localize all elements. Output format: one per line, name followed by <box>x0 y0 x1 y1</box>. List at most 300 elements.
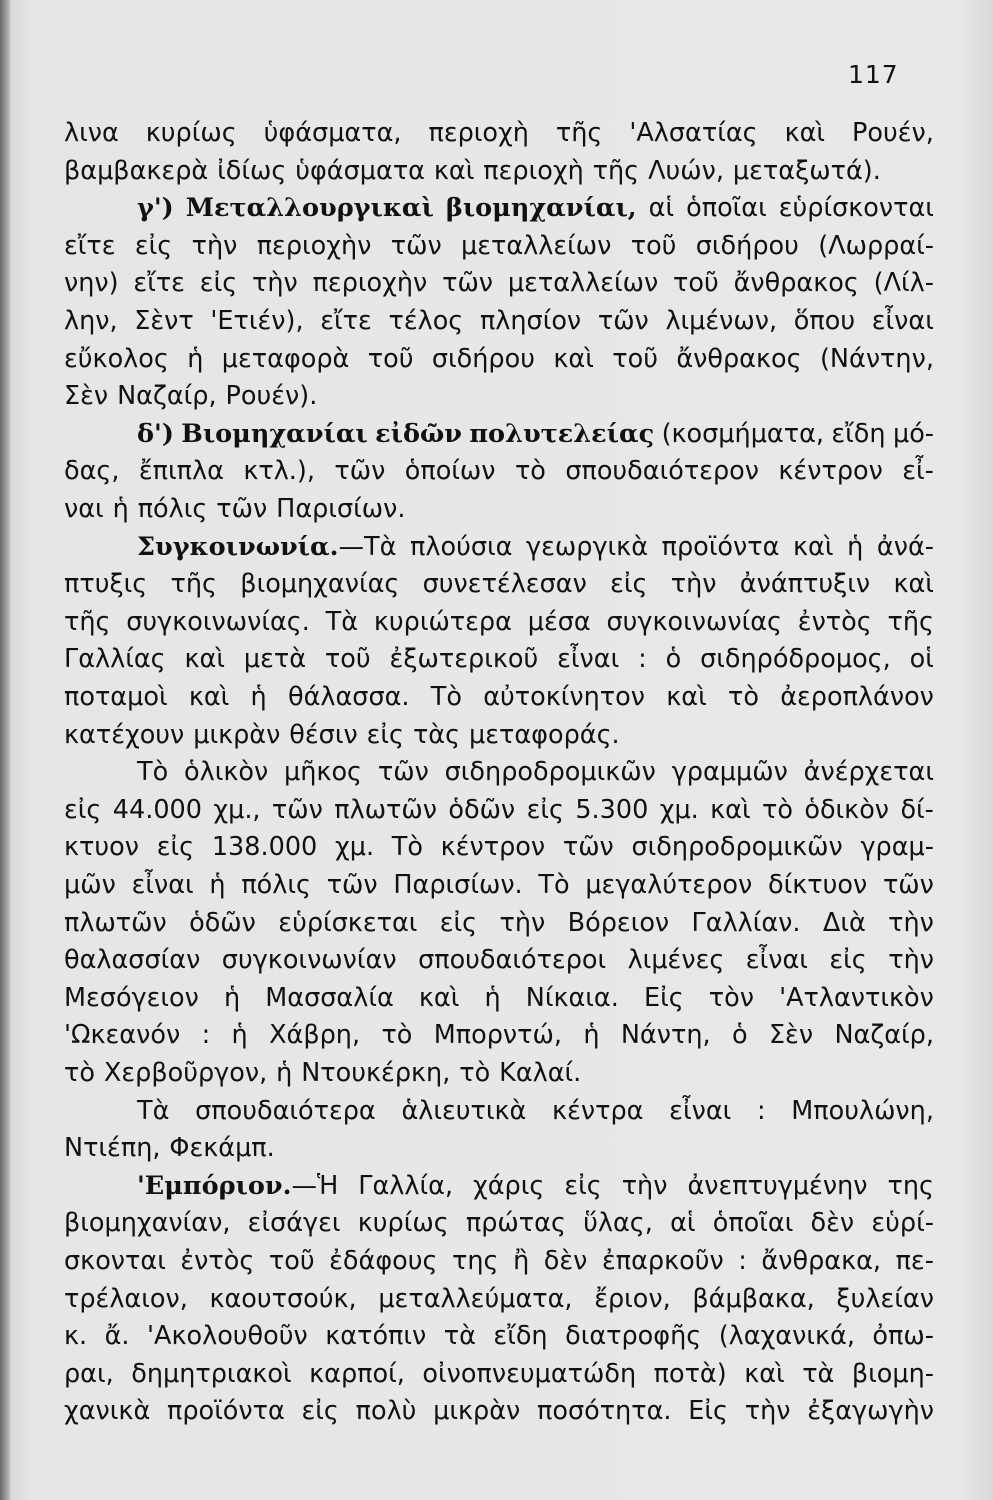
word: καὶ <box>666 682 707 712</box>
word: ὁ <box>665 644 682 675</box>
word: δημητριακοὶ <box>131 1358 292 1389</box>
word: τῶν <box>326 870 378 900</box>
word: σιδήρου <box>695 230 799 261</box>
text-line <box>64 832 934 862</box>
word: τὴν <box>744 1396 791 1427</box>
text-line <box>64 795 934 825</box>
word: Μπορντώ, <box>433 1020 562 1051</box>
text-line <box>64 569 934 599</box>
word: (Νάντην, <box>819 343 934 374</box>
word: εἰς <box>134 230 173 261</box>
word: ὁποίων <box>404 456 496 487</box>
word: χμ. <box>334 832 375 863</box>
word: ἡ <box>583 1020 600 1051</box>
word: τῆς <box>887 606 934 637</box>
word: ὁποῖαι <box>686 193 767 224</box>
word: ὁλικὸν <box>184 757 269 788</box>
word: ὀπω- <box>872 1321 934 1352</box>
word: βιομηχανίαι, <box>445 193 637 224</box>
text-line <box>64 118 934 148</box>
text-line <box>64 682 934 712</box>
word: θέσιν <box>289 719 358 750</box>
word: μικρὰν <box>193 719 281 750</box>
text-line <box>64 494 934 524</box>
word: τοῦ <box>630 230 677 261</box>
word: ἀνά- <box>876 531 934 562</box>
word: χμ. <box>659 794 699 825</box>
word: τὴν <box>621 1170 668 1201</box>
word: χανικὰ <box>64 1396 151 1427</box>
word: ἄνθρακος <box>733 268 859 299</box>
text-line <box>64 268 934 298</box>
word: μεταφοράς. <box>469 719 620 750</box>
word: ξυλείαν <box>836 1283 934 1314</box>
word: τῶν <box>271 794 323 825</box>
text-line <box>64 908 934 938</box>
word: της <box>887 1170 934 1201</box>
word: 44.000 <box>112 794 202 825</box>
text-line <box>64 1359 934 1389</box>
text-line <box>137 757 934 787</box>
word: αἱ <box>648 193 675 224</box>
word: ὕλας, <box>583 1208 653 1239</box>
word: τὸ <box>762 794 793 825</box>
word: μεταλλείων <box>461 230 612 261</box>
text-line <box>64 156 934 186</box>
word: ὁποῖαι <box>712 1208 794 1239</box>
word: Τὸ <box>430 682 462 712</box>
word: βιομηχανίας <box>240 569 400 600</box>
word: Γαλλίαν. <box>691 907 801 938</box>
word: ραι, <box>64 1358 114 1389</box>
text-line <box>137 193 934 223</box>
word: : <box>738 1246 747 1276</box>
word: βαμβακερὰ <box>64 155 209 186</box>
word: ἄνθρακα, <box>761 1246 882 1276</box>
word: Χερβοῦργον, <box>103 1058 268 1088</box>
word: κέντρον <box>778 456 883 487</box>
word: κατέχουν <box>64 719 185 750</box>
word: γεωργικὰ <box>526 531 649 562</box>
word: κυριώτερα <box>373 606 512 637</box>
word: ἐξωτερικοῦ <box>389 644 539 675</box>
word: ἐπαρκοῦν <box>601 1246 724 1276</box>
word: (Λωρραί- <box>818 230 934 261</box>
word: δας, <box>64 456 120 487</box>
word: μεταξωτά). <box>732 155 881 186</box>
word: σκονται <box>64 1246 166 1276</box>
word: ἔπιπλα <box>138 456 224 487</box>
word: οἱ <box>909 644 934 675</box>
text-line <box>64 644 934 674</box>
word: καουτσούκ, <box>209 1283 357 1314</box>
word: εἶναι <box>669 1095 732 1126</box>
word: Νίκαια. <box>525 982 619 1013</box>
word: κυρίως <box>357 1208 449 1239</box>
word: ἡ <box>276 1058 293 1088</box>
word: Διὰ <box>822 907 866 938</box>
word: καρποί, <box>309 1358 405 1389</box>
word: γ') <box>137 193 174 224</box>
word: ἢ <box>513 1246 530 1276</box>
word: πλησίον <box>479 306 582 336</box>
word: μῆκος <box>284 757 363 788</box>
word: εἴδη <box>493 1321 548 1352</box>
word: Βόρειον <box>567 907 670 938</box>
word: γραμμῶν <box>671 757 788 788</box>
text-line <box>64 870 934 900</box>
word: κέντρον <box>440 832 546 863</box>
word: μεταλλείων <box>507 268 659 299</box>
word: εἴτε <box>133 268 185 299</box>
word: ὑφάσματα <box>295 155 425 186</box>
word: Εἰς <box>688 1396 728 1427</box>
word: 'Εμπόριον.—Ἡ <box>137 1170 339 1201</box>
word: τὴν <box>888 907 934 938</box>
word: βιομηχανίαν, <box>64 1208 231 1239</box>
word: εὔκολος <box>64 343 169 374</box>
word: ἀνάπτυξιν <box>739 569 871 600</box>
word: εἰς <box>156 832 195 863</box>
text-line <box>64 381 934 411</box>
word: αἱ <box>670 1208 696 1239</box>
text-line <box>64 456 934 486</box>
word: εἰδῶν <box>375 418 462 449</box>
word: ἐδάφους <box>329 1246 438 1276</box>
word: ἁλιευτικὰ <box>401 1095 527 1126</box>
word: τὴν <box>499 907 546 938</box>
word: τὸ <box>459 1058 491 1088</box>
word: εἶναι <box>871 306 934 336</box>
word: ἡ <box>231 1020 248 1051</box>
word: ἐντὸς <box>797 606 872 637</box>
word: 5.300 <box>575 794 649 825</box>
word: τῆς <box>592 155 640 186</box>
word: λιμένων, <box>665 306 778 336</box>
word: καὶ <box>893 569 934 600</box>
word: : <box>201 1020 211 1051</box>
word: τὰς <box>412 719 461 750</box>
word: μεταλλεύματα, <box>378 1283 573 1314</box>
word: τοῦ <box>268 1246 315 1276</box>
word: πε- <box>895 1246 934 1276</box>
word: χάρις <box>473 1170 545 1201</box>
word: καὶ <box>188 682 230 712</box>
word: ὑφάσματα, <box>263 118 402 148</box>
text-line <box>64 1284 934 1314</box>
word: : <box>638 644 647 675</box>
word: τῶν <box>334 456 386 487</box>
word: ὅπου <box>793 306 856 336</box>
word: πολυτελείας <box>469 418 655 449</box>
word: μό- <box>892 418 934 449</box>
word: Ναζαίρ, <box>117 381 217 412</box>
word: ποτὰ) <box>653 1358 727 1389</box>
word: (Λίλ- <box>873 268 934 299</box>
word: ἐξαγωγὴν <box>807 1396 934 1427</box>
word: ὁδῶν <box>448 794 516 825</box>
word: εἰς <box>301 1396 339 1427</box>
word: προϊόντα <box>661 531 780 562</box>
word: εὑρί- <box>871 1208 934 1239</box>
word: κέντρα <box>552 1095 644 1126</box>
text-line <box>64 945 934 975</box>
word: τῆς <box>555 118 603 148</box>
text-line <box>137 419 934 449</box>
word: Μασσαλία <box>265 982 394 1013</box>
word: μῶν <box>64 870 116 900</box>
word: 'Ετιέν), <box>210 306 304 336</box>
word: χμ., <box>213 794 261 825</box>
word: ἄ. <box>104 1321 130 1352</box>
word: εἴτε <box>64 230 116 261</box>
word: τὰ <box>802 1358 835 1389</box>
text-line <box>64 231 934 261</box>
word: δί- <box>900 794 934 825</box>
word: ἔριον, <box>594 1283 671 1314</box>
word: Ντιέπη, <box>64 1133 161 1164</box>
word: ποσότητα. <box>537 1396 672 1427</box>
word: Ρουέν). <box>225 381 318 412</box>
word: καὶ <box>744 1358 785 1389</box>
word: ἀνέρχεται <box>803 757 934 788</box>
word: εἰς <box>439 907 478 938</box>
text-line <box>64 1246 934 1276</box>
word: Σὲν <box>64 381 109 412</box>
word: τῶν <box>377 757 429 788</box>
word: δὲν <box>810 1208 855 1239</box>
word: ἰδίως <box>217 155 287 186</box>
word: πόλις <box>241 870 311 900</box>
word: εἰς <box>564 1170 602 1201</box>
word: τῆς <box>64 606 111 637</box>
word: εὑρίσκονται <box>778 193 934 224</box>
text-line <box>64 1058 934 1088</box>
word: Τὸ <box>538 870 570 900</box>
word: τὸ <box>381 1020 413 1051</box>
word: ἡ <box>187 343 204 374</box>
word: τῶν <box>216 494 268 524</box>
word: εἰς <box>64 794 102 825</box>
word: Τὸ <box>391 832 423 863</box>
word: κ. <box>64 1321 88 1352</box>
word: τοῦ <box>673 268 719 299</box>
word: εἰσάγει <box>247 1208 341 1239</box>
word: Παρισίων. <box>393 870 523 900</box>
word: Γαλλίας <box>64 644 166 675</box>
word: 'Ωκεανόν <box>64 1020 181 1051</box>
word: Συγκοινωνία.—Τὰ <box>137 531 397 562</box>
word: σπουδαιότεροι <box>418 945 607 976</box>
word: Εἰς <box>643 982 684 1013</box>
word: πτυξις <box>64 569 148 600</box>
word: οἰνοπνευματώδη <box>422 1358 637 1389</box>
word: εἰς <box>610 569 648 600</box>
word: συνετέλεσαν <box>422 569 587 600</box>
text-line <box>64 720 934 750</box>
word: εἴτε <box>320 306 372 336</box>
word: πρώτας <box>465 1208 566 1239</box>
word: σιδηροδρομικῶν <box>444 757 656 788</box>
word: Καλαί. <box>499 1058 582 1088</box>
word: λιμένες <box>627 945 725 976</box>
word: καὶ <box>418 982 460 1013</box>
word: Τὰ <box>325 606 359 637</box>
word: μετὰ <box>243 644 307 675</box>
book-spine-shadow <box>0 0 10 1500</box>
word: δίκτυον <box>767 870 868 900</box>
word: λην, <box>64 306 118 336</box>
word: περιοχὴν <box>312 268 428 299</box>
word: Σὲν <box>768 1020 814 1051</box>
word: συγκοινωνίας <box>606 606 782 637</box>
word: τὸ <box>514 456 546 487</box>
word: 'Ατλαντικὸν <box>779 982 934 1013</box>
word: (λαχανικά, <box>718 1321 855 1352</box>
word: Μεσόγειον <box>64 982 199 1013</box>
word: πλωτῶν <box>64 907 167 938</box>
word: εἰς <box>366 719 405 750</box>
word: τὴν <box>888 945 934 976</box>
word: καὶ <box>784 118 826 148</box>
word: καὶ <box>433 155 475 186</box>
word: περιοχὴ <box>483 155 584 186</box>
word: ἡ <box>847 531 864 562</box>
word: καὶ <box>710 794 751 825</box>
word: μικρὰν <box>433 1396 521 1427</box>
word: τὴν <box>191 230 238 261</box>
text-line <box>64 344 934 374</box>
word: ὁ <box>731 1020 748 1051</box>
text-line <box>64 1321 934 1351</box>
word: Νάντη, <box>620 1020 711 1051</box>
word: σιδηροδρομικῶν <box>631 832 843 863</box>
word: τῶν <box>390 230 442 261</box>
word: προϊόντα <box>166 1396 285 1427</box>
word: θάλασσα. <box>287 682 410 712</box>
word: πολὺ <box>355 1396 417 1427</box>
word: πλωτῶν <box>334 794 437 825</box>
word: Λυών, <box>648 155 724 186</box>
text-line <box>137 532 934 562</box>
word: εἰς <box>829 945 867 976</box>
word: Ντουκέρκη, <box>301 1058 451 1088</box>
word: τὴν <box>252 268 298 299</box>
word: εἶναι <box>745 945 808 976</box>
word: Τὰ <box>137 1095 170 1126</box>
word: ἡ <box>224 982 241 1013</box>
word: μεταφορὰ <box>221 343 350 374</box>
word: εἶναι <box>131 870 194 900</box>
word: Μεταλλουργικαὶ <box>185 193 434 224</box>
word: ἀεροπλάνον <box>780 682 934 712</box>
text-line <box>64 1396 934 1426</box>
word: Βιομηχανίαι <box>181 418 368 449</box>
text-line <box>64 1020 934 1050</box>
word: μέσα <box>527 606 591 637</box>
word: 'Ακολουθοῦν <box>147 1321 308 1352</box>
word: τὸ <box>64 1058 95 1088</box>
text-line <box>64 306 934 336</box>
word: εἰς <box>526 794 564 825</box>
word: κτυον <box>64 832 139 863</box>
word: τῶν <box>597 306 649 336</box>
word: βάμβακα, <box>692 1283 815 1314</box>
word: τρέλαιον, <box>64 1283 188 1314</box>
word: σιδηρόδρομος, <box>700 644 891 675</box>
word: αὐτοκίνητον <box>483 682 645 712</box>
text-line <box>137 1171 934 1201</box>
word: 138.000 <box>211 832 318 863</box>
word: Φεκάμπ. <box>169 1133 275 1164</box>
word: Γαλλία, <box>358 1170 454 1201</box>
word: μεγαλύτερον <box>585 870 753 900</box>
word: ναι <box>64 494 104 524</box>
word: Σὲντ <box>134 306 194 336</box>
word: Τὸ <box>137 757 169 788</box>
word: περιοχὴν <box>256 230 372 261</box>
word: τὴν <box>670 569 717 600</box>
word: θαλασσίαν <box>64 945 201 976</box>
word: τὰ <box>443 1321 476 1352</box>
word: τὸν <box>708 982 754 1013</box>
word: τῶν <box>882 870 934 900</box>
word: εἶ- <box>902 456 934 487</box>
word: τοῦ <box>612 343 658 374</box>
word: λινα <box>64 118 119 148</box>
word: νην) <box>64 268 119 299</box>
word: ὁδῶν <box>189 907 256 938</box>
word: κυρίως <box>145 118 237 148</box>
word: ὁδικὸν <box>804 794 890 825</box>
word: : <box>756 1095 766 1126</box>
word: συγκοινωνίας. <box>126 606 310 637</box>
word: σιδήρου <box>431 343 535 374</box>
word: συγκοινωνίαν <box>221 945 397 976</box>
word: ἡ <box>250 682 267 712</box>
word: εἴδη <box>831 418 886 449</box>
word: τοῦ <box>324 644 371 675</box>
text-line <box>64 983 934 1013</box>
word: τῶν <box>562 832 614 863</box>
word: τὸ <box>727 682 759 712</box>
word: σπουδαιότερον <box>565 456 759 487</box>
word: βιομη- <box>851 1358 934 1389</box>
word: τέλος <box>388 306 464 336</box>
word: ἡ <box>209 870 226 900</box>
word: Ναζαίρ, <box>834 1020 934 1051</box>
text-line <box>64 607 934 637</box>
word: ἡ <box>112 494 129 524</box>
word: πλούσια <box>410 531 513 562</box>
word: τῆς <box>170 569 218 600</box>
word: περιοχὴ <box>428 118 529 148</box>
word: εἰς <box>199 268 238 299</box>
word: ποταμοὶ <box>64 682 168 712</box>
word: ἐντὸς <box>180 1246 255 1276</box>
text-line <box>64 1208 934 1238</box>
word: (κοσμήματα, <box>661 418 824 449</box>
word: σπουδαιότερα <box>195 1095 376 1126</box>
word: τοῦ <box>367 343 414 374</box>
word: της <box>452 1246 499 1276</box>
page-number: 117 <box>848 60 899 89</box>
word: Χάβρη, <box>269 1020 361 1051</box>
word: ἄνθρακος <box>676 343 802 374</box>
text-line <box>64 1133 934 1163</box>
word: δ') <box>137 418 174 449</box>
word: ἀνεπτυγμένην <box>687 1170 868 1201</box>
